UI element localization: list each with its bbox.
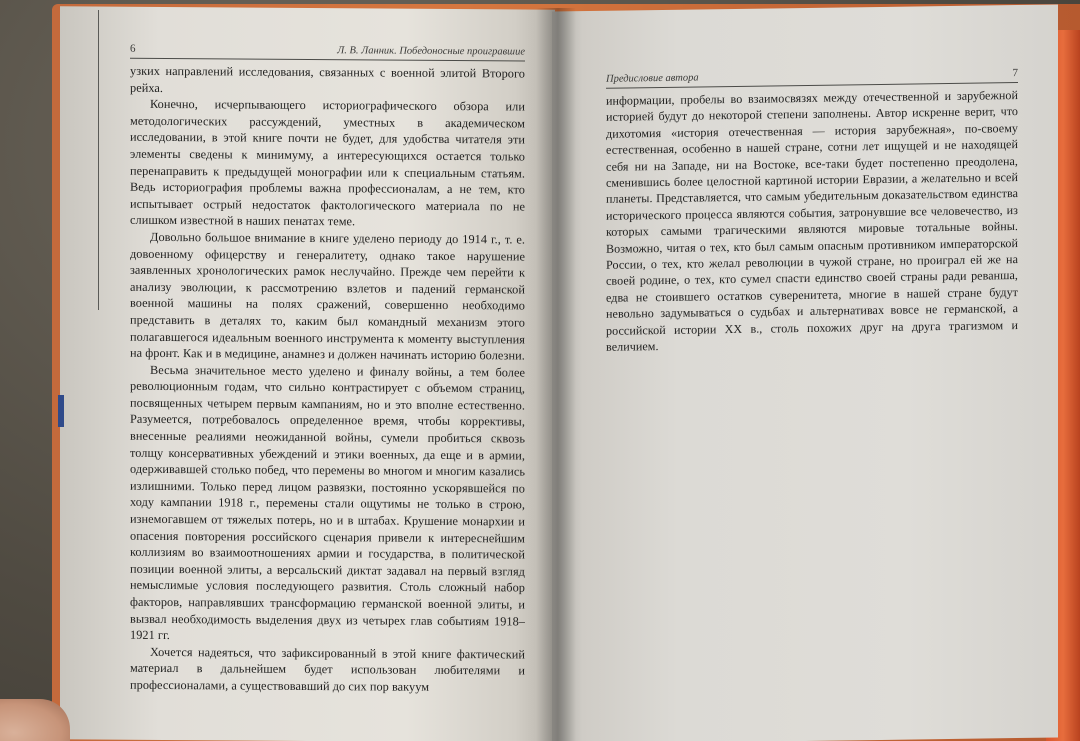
right-page xyxy=(552,4,1058,741)
bookmark-ribbon xyxy=(58,395,64,427)
left-margin-rule xyxy=(98,10,99,310)
left-page xyxy=(60,6,555,741)
right-page-number: 7 xyxy=(1012,67,1018,80)
paragraph: Хочется надеяться, что зафиксированный в этой книге фактический материал в дальнейшем будет использован любителями и профессионалами, а существовавший до сих пор вакуум xyxy=(130,644,525,694)
paragraph: узких направлений исследования, связанных с военной элитой Второго рейха. xyxy=(130,63,525,95)
left-header-title: Л. В. Ланник. Победоносные проигравшие xyxy=(337,45,525,58)
paragraph: Конечно, исчерпывающего историографического обзора или методологических рассуждений, уместных в академическом исследовании, в этой книге почти не будет, для удобства читателя эти элементы сведены к минимуму, а интересующихся остается только перенаправить к предыдущей монографии или к специальным статьям. Ведь историография проблемы важна профессионалам, а не тем, кто испытывает острый недостаток фактологического материала по не слишком известной в наших пенатах теме. xyxy=(130,97,525,229)
paragraph: Весьма значительное место уделено и финалу войны, а тем более революционным годам, что сильно контрастирует с объемом страниц, посвященных четырем первым кампаниям, но и это вполне естественно. Разумеется, потребовалось определенное время, чтобы коррективы, внесенные реалиями неожиданной войны, сумели пробиться сквозь толщу консервативных убеждений и этики военных, да еще и в армии, одерживавшей столько побед, что перемены во многом и многим казались излишними. Только перед лицом развязки, постоянно ускорявшейся по ходу кампании 1918 г., перемены стали ощутимы не только в строю, изнемогавшем от тяжелых потерь, но и в штабах. Крушение монархии и опасения повторения российского сценария привели к интереснейшим коллизиям во взаимоотношениях армии и государства, в политической позиции военной элиты, а версальский диктат задавал на первый взгляд немыслимые условия последующего развития. Столь сложный набор факторов, направлявших трансформацию германской военной элиты, и вызвал необходимость выделения двух из четырех глав событиям 1918–1921 гг. xyxy=(130,362,525,643)
left-running-head xyxy=(130,43,525,62)
right-header-title: Предисловие автора xyxy=(606,72,699,85)
paragraph: информации, пробелы во взаимосвязях между отечественной и зарубежной историей будут до некоторой степени заполнены. Автор искренне верит, что дихотомия «история отечественная — история зарубежная», по-своему естественная, особенно в нашей стране, сотни лет ищущей и не находящей себя ни на Западе, ни на Востоке, все-таки будет постепенно преодолена, сменившись более целостной картиной истории Евразии, а желательно и всей планеты. Представляется, что самым убедительным доказательством единства исторического процесса являются события, затронувшие все человечество, из которых самыми трагическими являются мировые тотальные войны. Возможно, читая о тех, кто был самым опасным противником императорской России, о тех, кто желал революции в чужой стране, но проиграл ей же на своей родине, о тех, кто сумел спасти единство своей страны ради реванша, едва не стоившего остатков суверенитета, многие в нашей стране будут невольно задумываться о судьбах и альтернативах вовсе не германской, а российской истории XX в., столь похожих друг на друга трагизмом и величием. xyxy=(606,88,1018,354)
left-body-text xyxy=(130,63,525,696)
thumb xyxy=(0,699,70,741)
right-running-head xyxy=(606,67,1018,89)
paragraph: Довольно большое внимание в книге уделено периоду до 1914 г., т. е. довоенному офицерству и генералитету, однако такое нарушение заявленных хронологических рамок неслучайно. Прежде чем перейти к анализу эволюции, к рассмотрению взлетов и падений германской военной машины на полях сражений, совершенно необходимо представить в деталях то, каким был командный механизм этого полагавшегося идеальным военного инструмента к моменту выступления на фронт. Как и в медицине, анамнез и должен начинать историю болезни. xyxy=(130,229,525,363)
right-body-text xyxy=(606,87,1018,355)
left-page-number: 6 xyxy=(130,42,136,55)
